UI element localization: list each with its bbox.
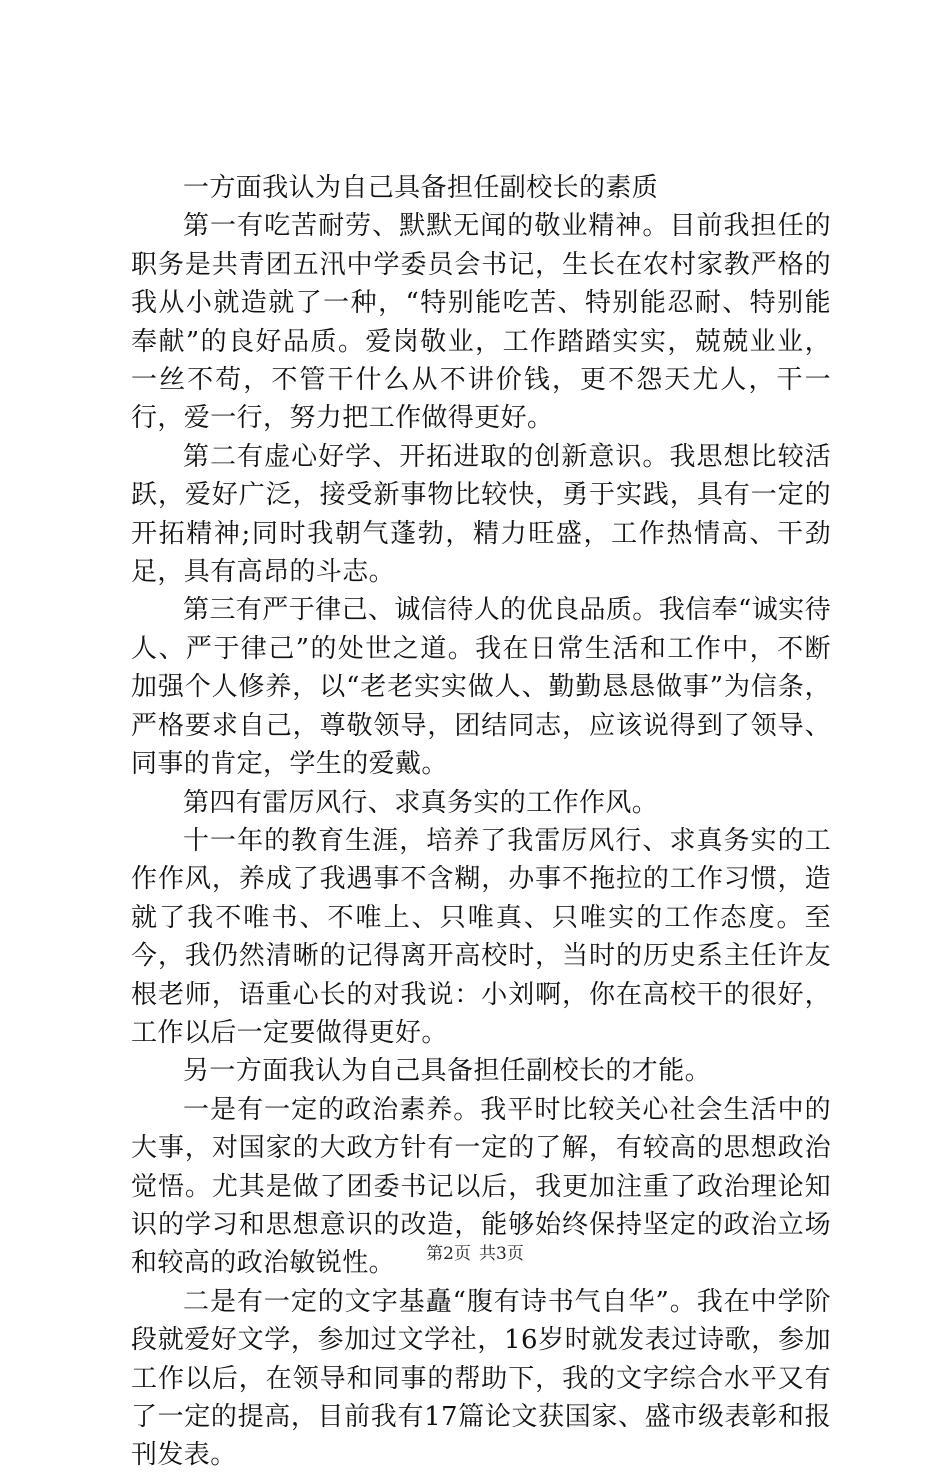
paragraph: 一是有一定的政治素养。我平时比较关心社会生活中的大事，对国家的大政方针有一定的了解，有较高的思想政治觉悟。尤其是做了团委书记以后，我更加注重了政治理论知识的学习和思想意识的改造，能够始终保持坚定的政治立场和较高的政治敏锐性。 [131, 1094, 831, 1279]
paragraph: 第四有雷厉风行、求真务实的工作作风。 [183, 787, 659, 818]
total-pages: 共3页 [479, 1244, 524, 1264]
document-body [131, 169, 831, 1475]
paragraph: 第二有虚心好学、开拓进取的创新意识。我思想比较活跃，爱好广泛，接受新事物比较快，勇于实践，具有一定的开拓精神;同时我朝气蓬勃，精力旺盛，工作热情高、干劲足，具有高昂的斗志。 [131, 441, 831, 588]
paragraph: 另一方面我认为自己具备担任副校长的才能。 [183, 1056, 712, 1087]
paragraph: 一方面我认为自己具备担任副校长的素质 [183, 173, 659, 203]
paragraph: 第三有严于律己、诚信待人的优良品质。我信奉“诚实待人、严于律己”的处世之道。我在日常生活和工作中，不断加强个人修养，以“老老实实做人、勤勤恳恳做事”为信条，严格要求自己，尊敬领导，团结同志，应该说得到了领导、同事的肯定，学生的爱戴。 [131, 595, 831, 780]
page-number: 第2页 [426, 1244, 471, 1264]
paragraph: 第一有吃苦耐劳、默默无闻的敬业精神。目前我担任的职务是共青团五汛中学委员会书记，生长在农村家教严格的我从小就造就了一种，“特别能吃苦、特别能忍耐、特别能奉献”的良好品质。爱岗敬业，工作踏踏实实，兢兢业业，一丝不苟，不管干什么从不讲价钱，更不怨天尤人，干一行，爱一行，努力把工作做得更好。 [131, 211, 831, 434]
page-footer [0, 1244, 950, 1264]
paragraph: 二是有一定的文字基矗“腹有诗书气自华”。我在中学阶段就爱好文学，参加过文学社，16岁时就发表过诗歌，参加工作以后，在领导和同事的帮助下，我的文字综合水平又有了一定的提高，目前我有17篇论文获国家、盛市级表彰和报刊发表。 [131, 1286, 831, 1471]
paragraph: 十一年的教育生涯，培养了我雷厉风行、求真务实的工作作风，养成了我遇事不含糊，办事不拖拉的工作习惯，造就了我不唯书、不唯上、只唯真、只唯实的工作态度。至今，我仍然清晰的记得离开高校时，当时的历史系主任许友根老师，语重心长的对我说：小刘啊，你在高校干的很好，工作以后一定要做得更好。 [131, 825, 831, 1048]
